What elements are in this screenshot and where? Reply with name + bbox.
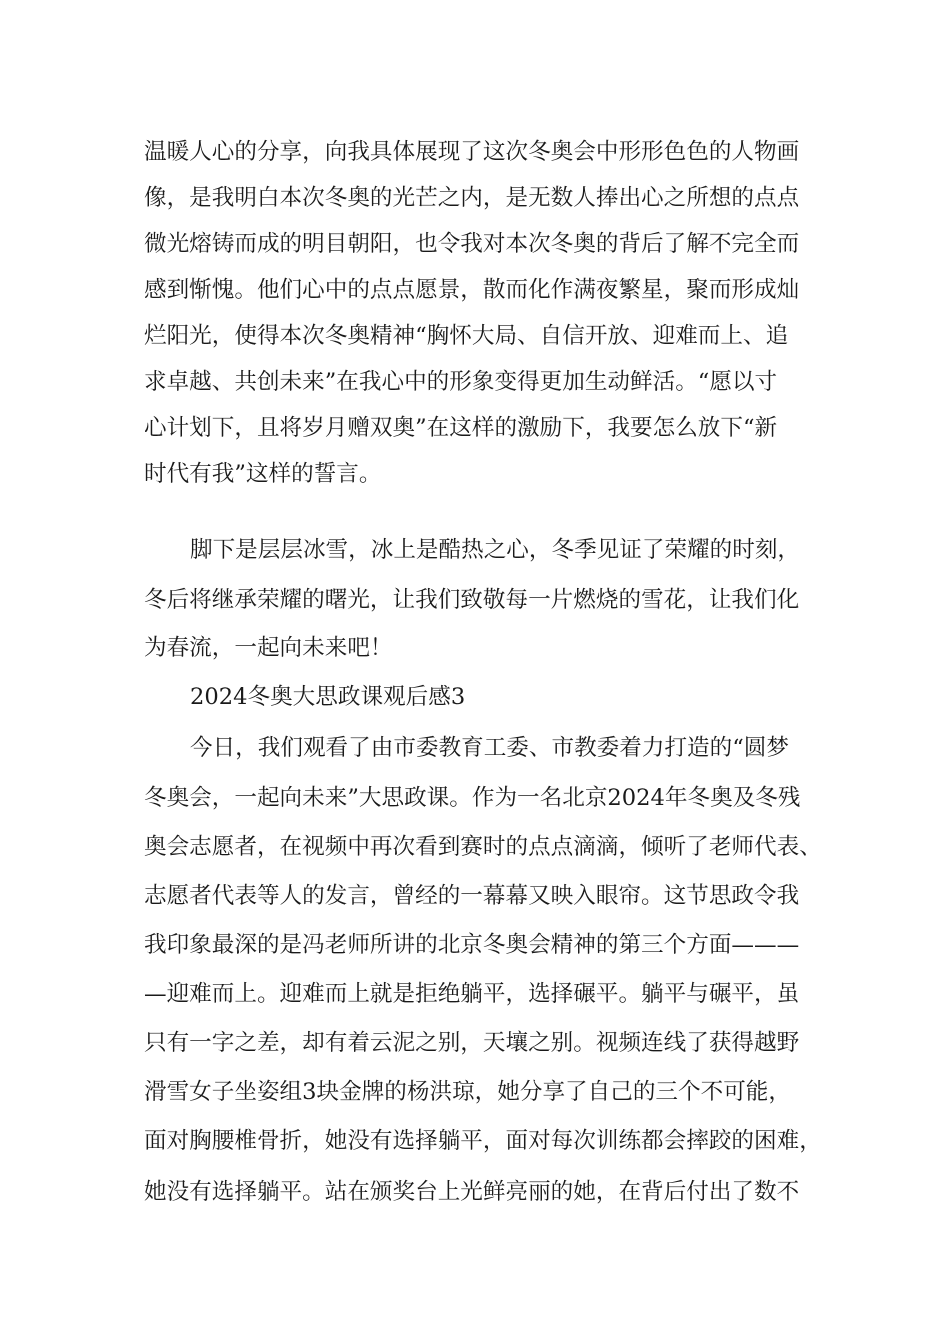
paragraph-1-line: 感到惭愧。他们心中的点点愿景，散而化作满夜繁星，聚而形成灿 <box>144 277 800 303</box>
paragraph-1-line: 温暖人心的分享，向我具体展现了这次冬奥会中形形色色的人物画 <box>144 139 800 165</box>
paragraph-3-line: 只有一字之差，却有着云泥之别，天壤之别。视频连线了获得越野 <box>144 1030 800 1056</box>
paragraph-3-line: 我印象最深的是冯老师所讲的北京冬奥会精神的第三个方面——— <box>144 932 800 958</box>
paragraph-1-line: 心计划下，且将岁月赠双奥”在这样的激励下，我要怎么放下“新 <box>144 415 778 441</box>
paragraph-3-line: 奥会志愿者，在视频中再次看到赛时的点点滴滴，倾听了老师代表、 <box>144 834 822 860</box>
section-heading: 2024冬奥大思政课观后感3 <box>190 684 466 710</box>
paragraph-2-line: 为春流，一起向未来吧！ <box>144 635 393 661</box>
paragraph-3-line: 志愿者代表等人的发言，曾经的一幕幕又映入眼帘。这节思政令我 <box>144 883 800 909</box>
paragraph-1-line: 像，是我明白本次冬奥的光芒之内，是无数人捧出心之所想的点点 <box>144 185 800 211</box>
paragraph-3-line: —迎难而上。迎难而上就是拒绝躺平，选择碾平。躺平与碾平，虽 <box>144 981 800 1007</box>
paragraph-1-line: 求卓越、共创未来”在我心中的形象变得更加生动鲜活。“愿以寸 <box>144 369 778 395</box>
paragraph-2-line: 脚下是层层冰雪，冰上是酷热之心，冬季见证了荣耀的时刻， <box>190 537 801 563</box>
paragraph-1-line: 微光熔铸而成的明目朝阳，也令我对本次冬奥的背后了解不完全而 <box>144 231 800 257</box>
paragraph-3-line: 她没有选择躺平。站在颁奖台上光鲜亮丽的她，在背后付出了数不 <box>144 1179 800 1205</box>
paragraph-3-line: 今日，我们观看了由市委教育工委、市教委着力打造的“圆梦 <box>190 735 789 761</box>
paragraph-1-line: 烂阳光，使得本次冬奥精神“胸怀大局、自信开放、迎难而上、追 <box>144 323 789 349</box>
paragraph-2-line: 冬后将继承荣耀的曙光，让我们致敬每一片燃烧的雪花，让我们化 <box>144 587 800 613</box>
paragraph-3-line: 冬奥会，一起向未来”大思政课。作为一名北京2024年冬奥及冬残 <box>144 785 801 811</box>
paragraph-1-line: 时代有我”这样的誓言。 <box>144 461 382 487</box>
paragraph-3-line: 面对胸腰椎骨折，她没有选择躺平，面对每次训练都会摔跤的困难， <box>144 1128 822 1154</box>
paragraph-3-line: 滑雪女子坐姿组3块金牌的杨洪琼，她分享了自己的三个不可能， <box>144 1079 791 1105</box>
